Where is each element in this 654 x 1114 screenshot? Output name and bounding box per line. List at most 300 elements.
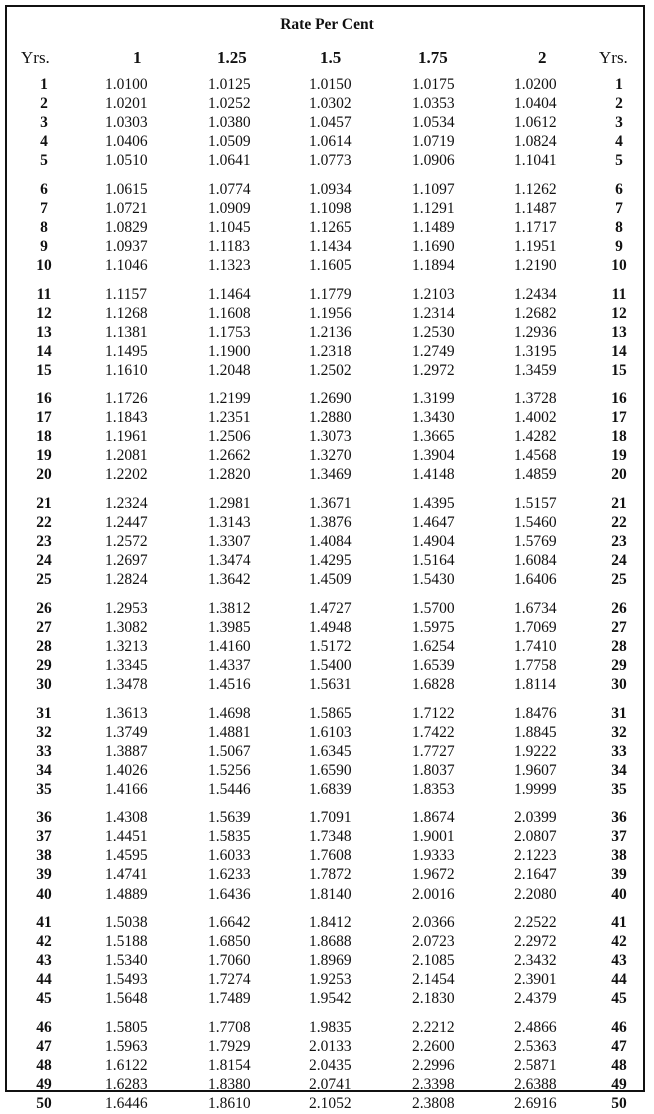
year-label-left: 40	[36, 885, 52, 903]
table-cell: 1.1323	[208, 257, 251, 274]
year-label-left: 26	[36, 599, 52, 617]
year-label-right: 11	[611, 285, 627, 303]
table-row	[7, 238, 643, 257]
year-label-right: 22	[611, 514, 627, 532]
table-row	[7, 619, 643, 638]
table-cell: 1.8380	[208, 1075, 251, 1093]
table-row	[7, 447, 643, 466]
header-rate-1-5: 1.5	[320, 48, 342, 67]
year-label-left: 45	[36, 990, 52, 1008]
table-row	[7, 114, 643, 133]
table-cell: 1.0303	[105, 114, 148, 132]
table-cell: 1.0457	[309, 114, 352, 132]
table-cell: 1.1487	[514, 199, 557, 217]
year-label-right: 32	[611, 723, 627, 741]
table-cell: 2.0016	[412, 885, 455, 903]
table-cell: 1.0201	[105, 95, 148, 112]
table-cell: 1.1291	[412, 199, 455, 217]
table-cell: 1.2506	[208, 428, 251, 446]
table-cell: 2.1085	[412, 952, 455, 970]
table-cell: 1.0302	[309, 95, 352, 112]
table-cell: 1.6103	[309, 723, 352, 741]
table-cell: 1.0509	[208, 133, 251, 151]
table-cell: 1.3213	[105, 637, 148, 655]
table-cell: 1.4647	[412, 514, 455, 532]
table-cell: 1.2824	[105, 571, 148, 589]
table-cell: 1.6734	[514, 599, 557, 617]
table-cell: 2.3432	[514, 952, 557, 970]
year-label-right: 25	[611, 571, 627, 589]
table-cell: 1.1041	[514, 152, 557, 170]
table-cell: 1.2434	[514, 285, 557, 303]
table-cell: 2.2996	[412, 1056, 455, 1074]
table-cell: 1.3985	[208, 618, 251, 636]
table-cell: 1.1843	[105, 409, 148, 427]
year-label-right: 41	[611, 914, 627, 931]
table-cell: 1.4148	[412, 466, 455, 484]
table-cell: 1.1464	[208, 285, 251, 303]
year-label-left: 48	[36, 1056, 52, 1074]
table-row	[7, 257, 643, 276]
year-label-left: 15	[36, 361, 52, 379]
year-label-right: 8	[615, 218, 623, 236]
year-label-right: 49	[611, 1075, 627, 1093]
year-label-left: 17	[36, 409, 52, 427]
table-row	[7, 657, 643, 676]
table-cell: 1.3345	[105, 656, 148, 674]
year-label-left: 41	[36, 914, 52, 931]
table-cell: 1.3665	[412, 428, 455, 446]
table-row	[7, 495, 643, 514]
table-cell: 1.3199	[412, 390, 455, 408]
table-cell: 1.4451	[105, 828, 148, 846]
table-cell: 2.1647	[514, 866, 557, 884]
year-label-left: 20	[36, 466, 52, 484]
table-cell: 1.0406	[105, 133, 148, 151]
year-label-right: 40	[611, 885, 627, 903]
table-cell: 1.4295	[309, 552, 352, 570]
table-cell: 1.2136	[309, 323, 352, 341]
year-label-right: 42	[611, 933, 627, 951]
table-cell: 1.9542	[309, 990, 352, 1008]
table-cell: 1.8154	[208, 1056, 251, 1074]
table-cell: 1.5805	[105, 1018, 148, 1036]
table-cell: 1.5256	[208, 761, 251, 779]
table-cell: 1.3671	[309, 495, 352, 512]
table-cell: 1.1726	[105, 390, 148, 408]
table-cell: 1.5975	[412, 618, 455, 636]
table-cell: 1.2351	[208, 409, 251, 427]
table-cell: 1.0150	[309, 76, 352, 93]
table-row	[7, 466, 643, 485]
table-cell: 1.1489	[412, 218, 455, 236]
table-cell: 1.0353	[412, 95, 455, 112]
year-label-right: 20	[611, 466, 627, 484]
table-cell: 2.6916	[514, 1095, 557, 1112]
table-cell: 1.4509	[309, 571, 352, 589]
table-cell: 1.4881	[208, 723, 251, 741]
table-cell: 1.0773	[309, 152, 352, 170]
year-label-right: 6	[615, 180, 623, 198]
year-label-left: 39	[36, 866, 52, 884]
table-cell: 2.3808	[412, 1095, 455, 1112]
table-cell: 1.0909	[208, 199, 251, 217]
table-cell: 1.3887	[105, 742, 148, 760]
table-cell: 2.1052	[309, 1095, 352, 1112]
year-label-right: 29	[611, 656, 627, 674]
table-cell: 1.1046	[105, 257, 148, 274]
table-row	[7, 152, 643, 171]
header-rate-2: 2	[538, 48, 547, 67]
table-cell: 1.3307	[208, 533, 251, 551]
year-label-left: 34	[36, 761, 52, 779]
table-cell: 1.6283	[105, 1075, 148, 1093]
table-row	[7, 133, 643, 152]
table-cell: 1.8674	[412, 809, 455, 827]
year-label-right: 18	[611, 428, 627, 446]
table-cell: 2.3398	[412, 1075, 455, 1093]
table-cell: 1.1900	[208, 342, 251, 360]
table-cell: 1.1045	[208, 218, 251, 236]
table-row	[7, 95, 643, 114]
year-label-left: 47	[36, 1037, 52, 1055]
table-cell: 1.5460	[514, 514, 557, 532]
year-label-right: 23	[611, 533, 627, 551]
year-label-left: 33	[36, 742, 52, 760]
year-label-left: 43	[36, 952, 52, 970]
table-cell: 1.2103	[412, 285, 455, 303]
table-cell: 2.2212	[412, 1018, 455, 1036]
table-cell: 2.0435	[309, 1056, 352, 1074]
table-cell: 1.2690	[309, 390, 352, 408]
table-cell: 1.7060	[208, 952, 251, 970]
table-cell: 2.0366	[412, 914, 455, 931]
table-cell: 2.0741	[309, 1075, 352, 1093]
table-cell: 1.4904	[412, 533, 455, 551]
table-cell: 1.5446	[208, 780, 251, 798]
table-cell: 1.3728	[514, 390, 557, 408]
table-row	[7, 809, 643, 828]
table-row	[7, 200, 643, 219]
table-cell: 1.3459	[514, 361, 557, 379]
table-cell: 1.0125	[208, 76, 251, 93]
table-cell: 1.3430	[412, 409, 455, 427]
year-label-right: 38	[611, 847, 627, 865]
table-cell: 2.2972	[514, 933, 557, 951]
table-cell: 1.8140	[309, 885, 352, 903]
table-cell: 1.0934	[309, 180, 352, 198]
table-row	[7, 724, 643, 743]
table-cell: 1.7069	[514, 618, 557, 636]
table-row	[7, 847, 643, 866]
table-cell: 1.7758	[514, 656, 557, 674]
table-cell: 1.9253	[309, 971, 352, 989]
year-label-left: 10	[36, 257, 52, 274]
header-rate-1-75: 1.75	[418, 48, 448, 67]
table-row	[7, 1038, 643, 1057]
year-label-right: 31	[611, 704, 627, 722]
table-cell: 1.6446	[105, 1095, 148, 1112]
table-caption: Rate Per Cent	[280, 16, 374, 33]
table-cell: 1.0774	[208, 180, 251, 198]
table-cell: 1.4595	[105, 847, 148, 865]
year-label-right: 26	[611, 599, 627, 617]
table-cell: 1.1894	[412, 257, 455, 274]
table-cell: 1.3143	[208, 514, 251, 532]
table-cell: 1.4002	[514, 409, 557, 427]
year-label-left: 35	[36, 780, 52, 798]
table-cell: 1.6828	[412, 676, 455, 693]
year-label-left: 42	[36, 933, 52, 951]
year-label-left: 24	[36, 552, 52, 570]
year-label-left: 1	[40, 76, 48, 93]
table-cell: 1.5631	[309, 676, 352, 693]
table-cell: 2.3901	[514, 971, 557, 989]
table-cell: 1.5430	[412, 571, 455, 589]
year-label-left: 22	[36, 514, 52, 532]
table-cell: 2.4866	[514, 1018, 557, 1036]
table-row	[7, 952, 643, 971]
table-cell: 1.0380	[208, 114, 251, 132]
year-label-right: 21	[611, 495, 627, 512]
year-label-left: 13	[36, 323, 52, 341]
table-cell: 1.5067	[208, 742, 251, 760]
header-years-right: Yrs.	[599, 48, 628, 67]
table-cell: 1.1753	[208, 323, 251, 341]
table-cell: 1.3082	[105, 618, 148, 636]
table-cell: 1.3469	[309, 466, 352, 484]
table-cell: 1.0510	[105, 152, 148, 170]
table-row	[7, 781, 643, 800]
table-row	[7, 638, 643, 657]
table-cell: 1.7122	[412, 704, 455, 722]
table-cell: 1.7274	[208, 971, 251, 989]
table-cell: 1.0721	[105, 199, 148, 217]
year-label-right: 24	[611, 552, 627, 570]
table-cell: 1.5157	[514, 495, 557, 512]
table-cell: 1.2682	[514, 304, 557, 322]
table-cell: 1.9222	[514, 742, 557, 760]
table-cell: 1.4160	[208, 637, 251, 655]
table-cell: 1.4395	[412, 495, 455, 512]
table-cell: 1.4889	[105, 885, 148, 903]
table-cell: 1.1779	[309, 285, 352, 303]
table-cell: 1.2048	[208, 361, 251, 379]
table-cell: 1.9001	[412, 828, 455, 846]
table-cell: 1.2318	[309, 342, 352, 360]
table-row	[7, 600, 643, 619]
table-row	[7, 762, 643, 781]
table-cell: 1.6406	[514, 571, 557, 589]
table-cell: 1.3749	[105, 723, 148, 741]
table-row	[7, 219, 643, 238]
table-row	[7, 533, 643, 552]
table-cell: 1.0829	[105, 218, 148, 236]
year-label-right: 47	[611, 1037, 627, 1055]
table-cell: 2.0133	[309, 1037, 352, 1055]
table-row	[7, 1019, 643, 1038]
table-row	[7, 886, 643, 905]
year-label-right: 39	[611, 866, 627, 884]
year-label-left: 8	[40, 218, 48, 236]
year-label-right: 27	[611, 618, 627, 636]
year-label-right: 48	[611, 1056, 627, 1074]
table-cell: 1.5164	[412, 552, 455, 570]
year-label-left: 49	[36, 1075, 52, 1093]
table-cell: 1.4282	[514, 428, 557, 446]
year-label-right: 36	[611, 809, 627, 827]
table-cell: 1.7091	[309, 809, 352, 827]
table-cell: 1.2202	[105, 466, 148, 484]
table-cell: 1.5340	[105, 952, 148, 970]
table-cell: 2.2600	[412, 1037, 455, 1055]
table-cell: 1.3812	[208, 599, 251, 617]
table-cell: 1.4308	[105, 809, 148, 827]
table-cell: 1.0100	[105, 76, 148, 93]
table-cell: 1.1265	[309, 218, 352, 236]
table-cell: 1.4337	[208, 656, 251, 674]
year-label-right: 46	[611, 1018, 627, 1036]
table-row	[7, 743, 643, 762]
year-label-right: 30	[611, 676, 627, 693]
table-row	[7, 362, 643, 381]
table-cell: 1.5648	[105, 990, 148, 1008]
table-cell: 1.9835	[309, 1018, 352, 1036]
table-cell: 1.0937	[105, 237, 148, 255]
table-cell: 1.2749	[412, 342, 455, 360]
year-label-left: 37	[36, 828, 52, 846]
year-label-right: 2	[615, 95, 623, 112]
table-cell: 1.7727	[412, 742, 455, 760]
table-cell: 1.4698	[208, 704, 251, 722]
table-cell: 2.5871	[514, 1056, 557, 1074]
table-cell: 1.9999	[514, 780, 557, 798]
table-cell: 1.1183	[208, 237, 251, 255]
table-cell: 1.1495	[105, 342, 148, 360]
table-cell: 1.3478	[105, 676, 148, 693]
year-label-left: 30	[36, 676, 52, 693]
year-label-left: 29	[36, 656, 52, 674]
table-cell: 1.6590	[309, 761, 352, 779]
table-cell: 1.4948	[309, 618, 352, 636]
table-cell: 1.2981	[208, 495, 251, 512]
table-cell: 1.4084	[309, 533, 352, 551]
table-cell: 1.8610	[208, 1095, 251, 1112]
table-cell: 1.2936	[514, 323, 557, 341]
year-label-right: 7	[615, 199, 623, 217]
table-cell: 1.0252	[208, 95, 251, 112]
table-cell: 1.7872	[309, 866, 352, 884]
table-cell: 1.7608	[309, 847, 352, 865]
table-cell: 1.5188	[105, 933, 148, 951]
table-cell: 1.6539	[412, 656, 455, 674]
table-cell: 1.2662	[208, 447, 251, 465]
table-cell: 2.0723	[412, 933, 455, 951]
table-cell: 1.0614	[309, 133, 352, 151]
year-label-right: 5	[615, 152, 623, 170]
table-cell: 1.2972	[412, 361, 455, 379]
year-label-right: 33	[611, 742, 627, 760]
table-cell: 1.2190	[514, 257, 557, 274]
year-label-left: 3	[40, 114, 48, 132]
table-cell: 1.3642	[208, 571, 251, 589]
table-cell: 1.1381	[105, 323, 148, 341]
table-cell: 1.5835	[208, 828, 251, 846]
table-cell: 1.2530	[412, 323, 455, 341]
year-label-left: 11	[36, 285, 52, 303]
table-cell: 1.3613	[105, 704, 148, 722]
table-cell: 1.3474	[208, 552, 251, 570]
year-label-left: 27	[36, 618, 52, 636]
table-cell: 1.7489	[208, 990, 251, 1008]
table-cell: 1.2502	[309, 361, 352, 379]
table-cell: 2.0399	[514, 809, 557, 827]
table-cell: 2.0807	[514, 828, 557, 846]
table-cell: 1.8969	[309, 952, 352, 970]
table-cell: 1.8114	[514, 676, 557, 693]
table-row	[7, 1057, 643, 1076]
table-cell: 1.2953	[105, 599, 148, 617]
table-cell: 1.5700	[412, 599, 455, 617]
year-label-right: 13	[611, 323, 627, 341]
table-row	[7, 514, 643, 533]
table-cell: 1.7410	[514, 637, 557, 655]
table-cell: 1.2081	[105, 447, 148, 465]
table-row	[7, 866, 643, 885]
table-cell: 1.0615	[105, 180, 148, 198]
table-cell: 1.0612	[514, 114, 557, 132]
table-row	[7, 571, 643, 590]
year-label-left: 16	[36, 390, 52, 408]
table-cell: 1.4516	[208, 676, 251, 693]
table-cell: 1.6233	[208, 866, 251, 884]
year-label-right: 12	[611, 304, 627, 322]
year-label-right: 10	[611, 257, 627, 274]
year-label-left: 9	[40, 237, 48, 255]
table-cell: 1.0200	[514, 76, 557, 93]
year-label-right: 17	[611, 409, 627, 427]
table-cell: 1.1097	[412, 180, 455, 198]
table-row	[7, 76, 643, 95]
year-label-left: 46	[36, 1018, 52, 1036]
table-cell: 1.4568	[514, 447, 557, 465]
year-label-right: 28	[611, 637, 627, 655]
table-cell: 1.3876	[309, 514, 352, 532]
table-row	[7, 1095, 643, 1114]
table-cell: 2.1223	[514, 847, 557, 865]
header-row	[7, 48, 643, 70]
table-cell: 1.6436	[208, 885, 251, 903]
table-cell: 1.8037	[412, 761, 455, 779]
table-cell: 1.8845	[514, 723, 557, 741]
table-cell: 1.3270	[309, 447, 352, 465]
table-cell: 1.4741	[105, 866, 148, 884]
table-row	[7, 305, 643, 324]
table-cell: 1.3195	[514, 342, 557, 360]
table-cell: 1.0534	[412, 114, 455, 132]
year-label-left: 12	[36, 304, 52, 322]
table-cell: 1.2447	[105, 514, 148, 532]
table-cell: 1.5038	[105, 914, 148, 931]
table-cell: 1.6839	[309, 780, 352, 798]
table-cell: 1.5172	[309, 637, 352, 655]
table-row	[7, 181, 643, 200]
year-label-right: 1	[615, 76, 623, 93]
year-label-right: 15	[611, 361, 627, 379]
table-cell: 2.2080	[514, 885, 557, 903]
table-cell: 1.9333	[412, 847, 455, 865]
table-cell: 2.2522	[514, 914, 557, 931]
